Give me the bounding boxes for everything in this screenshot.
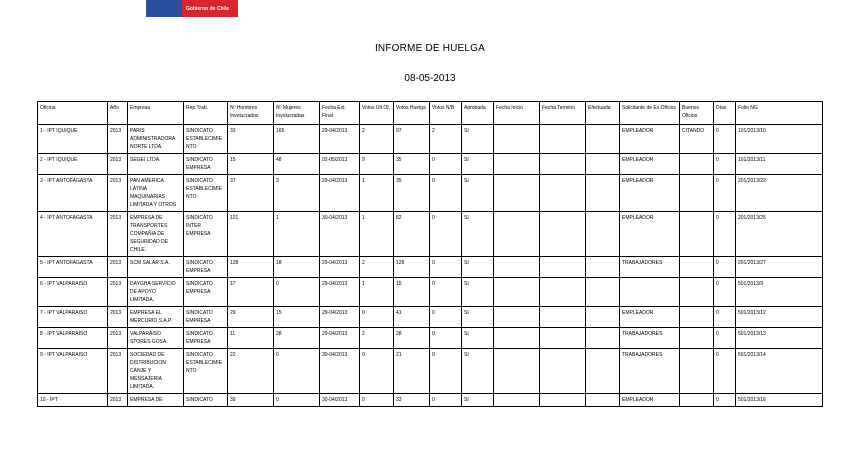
table-cell: SINDICATO EMPRESA bbox=[184, 154, 228, 175]
table-cell: 128 bbox=[228, 257, 274, 278]
table-cell: 0 bbox=[714, 212, 736, 257]
table-cell: 2 bbox=[360, 328, 394, 349]
table-cell bbox=[540, 154, 586, 175]
table-cell: 17 bbox=[228, 278, 274, 307]
table-cell: 5 - IPT ANTOFAGASTA bbox=[38, 257, 108, 278]
table-cell bbox=[680, 212, 714, 257]
column-header: Efectuada bbox=[586, 102, 620, 125]
table-cell: 0 bbox=[430, 278, 462, 307]
table-cell bbox=[540, 257, 586, 278]
table-cell: 2 - IPT IQUIQUE bbox=[38, 154, 108, 175]
column-header: Rep.Trab. bbox=[184, 102, 228, 125]
table-cell: 2 bbox=[360, 257, 394, 278]
table-cell: 97 bbox=[394, 125, 430, 154]
table-cell: 48 bbox=[274, 154, 320, 175]
table-row bbox=[38, 394, 823, 407]
column-header: Aprobada bbox=[462, 102, 494, 125]
table-cell: 2013 bbox=[108, 328, 128, 349]
column-header: Fecha Ext. Final bbox=[320, 102, 360, 125]
table-cell: 33 bbox=[228, 125, 274, 154]
table-cell: SI bbox=[462, 278, 494, 307]
table-cell: 3 bbox=[274, 175, 320, 212]
table-cell: 0 bbox=[714, 328, 736, 349]
table-cell bbox=[680, 175, 714, 212]
table-cell bbox=[586, 257, 620, 278]
table-cell: 18 bbox=[274, 257, 320, 278]
column-header: Buenos Oficios bbox=[680, 102, 714, 125]
table-cell: 35 bbox=[394, 175, 430, 212]
table-cell: 0 bbox=[714, 257, 736, 278]
table-cell: 1 bbox=[360, 278, 394, 307]
table-cell: SINDICATO bbox=[184, 394, 228, 407]
table-cell bbox=[494, 349, 540, 394]
table-cell bbox=[680, 154, 714, 175]
table-cell: 9 bbox=[360, 154, 394, 175]
table-cell: SINDICATO ESTABLECIMIENTO bbox=[184, 349, 228, 394]
table-cell: 121 bbox=[228, 212, 274, 257]
table-cell: SI bbox=[462, 175, 494, 212]
table-row bbox=[38, 257, 823, 278]
table-cell bbox=[586, 328, 620, 349]
table-cell: 0 bbox=[430, 175, 462, 212]
table-cell bbox=[680, 307, 714, 328]
table-cell bbox=[620, 278, 680, 307]
table-cell bbox=[540, 307, 586, 328]
table-cell: 128 bbox=[394, 257, 430, 278]
table-cell bbox=[680, 349, 714, 394]
table-cell: SINDICATO EMPRESA bbox=[184, 328, 228, 349]
column-header: Folio NG bbox=[736, 102, 823, 125]
table-cell: 0 bbox=[714, 154, 736, 175]
table-cell: 0 bbox=[430, 307, 462, 328]
table-cell bbox=[494, 212, 540, 257]
table-cell: SINDICATO EMPRESA bbox=[184, 257, 228, 278]
table-cell: SI bbox=[462, 257, 494, 278]
table-row bbox=[38, 278, 823, 307]
table-cell: 7 - IPT VALPARAISO bbox=[38, 307, 108, 328]
table-cell: 0 bbox=[714, 175, 736, 212]
table-cell: SI bbox=[462, 328, 494, 349]
table-cell: 0 bbox=[430, 328, 462, 349]
table-cell bbox=[540, 394, 586, 407]
column-header: Votos N/B bbox=[430, 102, 462, 125]
table-row bbox=[38, 175, 823, 212]
table-cell: 501/2013/14 bbox=[736, 349, 823, 394]
table-cell: 21 bbox=[394, 349, 430, 394]
table-cell: 0 bbox=[274, 394, 320, 407]
table-cell: VALPARAISO STORES GOSA. bbox=[128, 328, 184, 349]
table-cell: 8 - IPT VALPARAISO bbox=[38, 328, 108, 349]
table-cell: SI bbox=[462, 125, 494, 154]
table-cell: 30-04/2013 bbox=[320, 349, 360, 394]
table-cell bbox=[680, 257, 714, 278]
table-cell: 501/2013/16 bbox=[736, 394, 823, 407]
table-cell bbox=[540, 125, 586, 154]
table-cell: 02-05/2013 bbox=[320, 154, 360, 175]
table-cell: SI bbox=[462, 307, 494, 328]
table-cell: 29 bbox=[228, 307, 274, 328]
table-cell: 1 bbox=[360, 212, 394, 257]
table-cell: 0 bbox=[714, 349, 736, 394]
table-cell: TRABAJADORES bbox=[620, 349, 680, 394]
column-header: Solicitante de Ex.Oficios bbox=[620, 102, 680, 125]
table-cell: 201/2013/22 bbox=[736, 175, 823, 212]
table-cell: 0 bbox=[714, 278, 736, 307]
table-cell: 0 bbox=[714, 307, 736, 328]
table-cell: 22 bbox=[228, 349, 274, 394]
table-cell: 15 bbox=[274, 307, 320, 328]
table-cell: 501/2013/9 bbox=[736, 278, 823, 307]
table-cell: 1 bbox=[274, 212, 320, 257]
table-cell: 0 bbox=[714, 394, 736, 407]
table-cell: 1 - IPT IQUIQUE bbox=[38, 125, 108, 154]
table-cell bbox=[586, 154, 620, 175]
table-cell: 2 bbox=[430, 125, 462, 154]
table-cell: 29-04/2013 bbox=[320, 175, 360, 212]
table-cell bbox=[586, 278, 620, 307]
table-cell: SI bbox=[462, 349, 494, 394]
table-cell: 3 - IPT ANTOFAGASTA bbox=[38, 175, 108, 212]
table-cell: 2013 bbox=[108, 154, 128, 175]
table-cell: 2013 bbox=[108, 175, 128, 212]
table-cell: 29-04/2013 bbox=[320, 278, 360, 307]
table-row bbox=[38, 349, 823, 394]
table-cell: 0 bbox=[430, 394, 462, 407]
table-cell: 29-04/2013 bbox=[320, 328, 360, 349]
table-cell: 501/2013/13 bbox=[736, 328, 823, 349]
table-cell bbox=[494, 175, 540, 212]
table-row bbox=[38, 307, 823, 328]
table-cell: 11 bbox=[228, 328, 274, 349]
report-date: 08-05-2013 bbox=[404, 73, 456, 84]
table-cell: 2013 bbox=[108, 278, 128, 307]
table-row bbox=[38, 328, 823, 349]
table-cell: 39 bbox=[228, 394, 274, 407]
column-header: Votos Ult.Of. bbox=[360, 102, 394, 125]
table-cell: 2013 bbox=[108, 307, 128, 328]
table-cell: SINDICATO EMPRESA bbox=[184, 278, 228, 307]
table-cell: DAYGHA SERVICIO DE APOYO LIMITADA. bbox=[128, 278, 184, 307]
table-cell: 501/2013/12 bbox=[736, 307, 823, 328]
table-cell: SEGEI LTDA. bbox=[128, 154, 184, 175]
table-cell: 82 bbox=[394, 212, 430, 257]
table-cell bbox=[586, 125, 620, 154]
table-cell bbox=[540, 278, 586, 307]
table-cell: 4 - IPT ANTOFAGASTA bbox=[38, 212, 108, 257]
table-cell: SI bbox=[462, 154, 494, 175]
strike-report-table bbox=[37, 101, 823, 407]
report-title: INFORME DE HUELGA bbox=[374, 43, 486, 54]
table-cell bbox=[586, 394, 620, 407]
column-header: Año bbox=[108, 102, 128, 125]
table-cell: EMPRESA DE TRANSPORTES COMPAÑIA DE SEGURIDAD DE CHILE. bbox=[128, 212, 184, 257]
table-cell: PAN AMERICA LATINA MAQUINARIAS LIMITADA Y OTROS bbox=[128, 175, 184, 212]
table-cell: 2013 bbox=[108, 349, 128, 394]
table-cell bbox=[680, 328, 714, 349]
table-cell bbox=[586, 307, 620, 328]
column-header: Empresa bbox=[128, 102, 184, 125]
table-cell: 0 bbox=[360, 307, 394, 328]
table-cell bbox=[494, 125, 540, 154]
table-cell: 0 bbox=[274, 278, 320, 307]
table-cell: TRABAJADORES bbox=[620, 328, 680, 349]
table-cell: 2013 bbox=[108, 257, 128, 278]
table-cell: SINDICATO ESTABLECIMIENTO bbox=[184, 175, 228, 212]
table-cell: 2013 bbox=[108, 212, 128, 257]
table-cell: 30-04/2013 bbox=[320, 212, 360, 257]
table-cell: 28 bbox=[274, 328, 320, 349]
table-cell: 30-04/2013 bbox=[320, 394, 360, 407]
table-cell: CITANDO bbox=[680, 125, 714, 154]
table-cell: 2013 bbox=[108, 125, 128, 154]
table-cell: 201/2013/27 bbox=[736, 257, 823, 278]
column-header: Nº Hombres Involucrados bbox=[228, 102, 274, 125]
table-cell: 0 bbox=[714, 125, 736, 154]
table-cell: EMPLEADOR bbox=[620, 212, 680, 257]
table-cell: 0 bbox=[360, 349, 394, 394]
table-cell: SCM SALAR S.A. bbox=[128, 257, 184, 278]
table-cell: EMPLEADOR bbox=[620, 394, 680, 407]
column-header: Votos Huelga bbox=[394, 102, 430, 125]
table-cell: 28 bbox=[394, 328, 430, 349]
table-cell: PARIS ADMINISTRADORA NORTE LTDA. bbox=[128, 125, 184, 154]
table-cell bbox=[494, 328, 540, 349]
table-cell: EMPLEADOR bbox=[620, 175, 680, 212]
table-cell: 0 bbox=[430, 154, 462, 175]
table-cell bbox=[494, 257, 540, 278]
table-cell: 15 bbox=[394, 278, 430, 307]
table-cell: SINDICATO ESTABLECIMIENTO bbox=[184, 125, 228, 154]
table-cell: 101/2013/10 bbox=[736, 125, 823, 154]
column-header: Fecha Inicio bbox=[494, 102, 540, 125]
table-row bbox=[38, 154, 823, 175]
table-cell: 33 bbox=[394, 394, 430, 407]
table-cell: TRABAJADORES bbox=[620, 257, 680, 278]
table-cell: 35 bbox=[394, 154, 430, 175]
table-cell: 37 bbox=[228, 175, 274, 212]
table-cell: 0 bbox=[430, 257, 462, 278]
table-cell bbox=[494, 278, 540, 307]
table-cell: SI bbox=[462, 212, 494, 257]
table-cell bbox=[586, 349, 620, 394]
table-cell: 41 bbox=[394, 307, 430, 328]
column-header: Nº Mujeres Involucradas bbox=[274, 102, 320, 125]
table-cell: 29-04/2013 bbox=[320, 125, 360, 154]
table-cell bbox=[680, 278, 714, 307]
table-cell: 2 bbox=[360, 125, 394, 154]
table-cell: 29-04/2013 bbox=[320, 307, 360, 328]
table-cell: 165 bbox=[274, 125, 320, 154]
gobierno-logo bbox=[146, 0, 238, 17]
table-cell: 29-04/2013 bbox=[320, 257, 360, 278]
table-cell bbox=[540, 175, 586, 212]
table-cell bbox=[540, 328, 586, 349]
table-cell: EMPRESA EL MERCURIO S.A.P. bbox=[128, 307, 184, 328]
table-cell: 9 - IPT VALPARAISO bbox=[38, 349, 108, 394]
table-cell bbox=[540, 349, 586, 394]
table-row bbox=[38, 212, 823, 257]
table-cell bbox=[540, 212, 586, 257]
table-cell: EMPLEADOR bbox=[620, 154, 680, 175]
table-cell bbox=[494, 394, 540, 407]
table-cell: 2013 bbox=[108, 394, 128, 407]
table-cell bbox=[494, 154, 540, 175]
table-cell: 101/2013/11 bbox=[736, 154, 823, 175]
table-cell bbox=[680, 394, 714, 407]
table-cell: 0 bbox=[360, 394, 394, 407]
table-cell: 0 bbox=[430, 212, 462, 257]
table-cell: 10 - IPT bbox=[38, 394, 108, 407]
logo-text: Gobierno de Chile bbox=[186, 6, 230, 12]
table-header-row bbox=[38, 102, 823, 125]
table-cell: SI bbox=[462, 394, 494, 407]
table-cell bbox=[494, 307, 540, 328]
table-cell: 15 bbox=[228, 154, 274, 175]
table-cell: 201/2013/25 bbox=[736, 212, 823, 257]
table-cell: SOCIEDAD DE DISTRIBUCION CANJE Y MENSAJERIA LIMITADA. bbox=[128, 349, 184, 394]
table-cell: 1 bbox=[360, 175, 394, 212]
table-cell: EMPLEADOR bbox=[620, 125, 680, 154]
column-header: Fecha Termino bbox=[540, 102, 586, 125]
table-cell: SINDICATO EMPRESA bbox=[184, 307, 228, 328]
table-cell: SINDICATO INTER EMPRESA bbox=[184, 212, 228, 257]
column-header: Días bbox=[714, 102, 736, 125]
table-cell: 0 bbox=[430, 349, 462, 394]
table-cell bbox=[586, 212, 620, 257]
table-cell: EMPLEADOR bbox=[620, 307, 680, 328]
table-row bbox=[38, 125, 823, 154]
table-cell: 0 bbox=[274, 349, 320, 394]
table-cell: 6 - IPT VALPARAISO bbox=[38, 278, 108, 307]
column-header: Oficina bbox=[38, 102, 108, 125]
table-cell bbox=[586, 175, 620, 212]
table-cell: EMPRESA DE bbox=[128, 394, 184, 407]
